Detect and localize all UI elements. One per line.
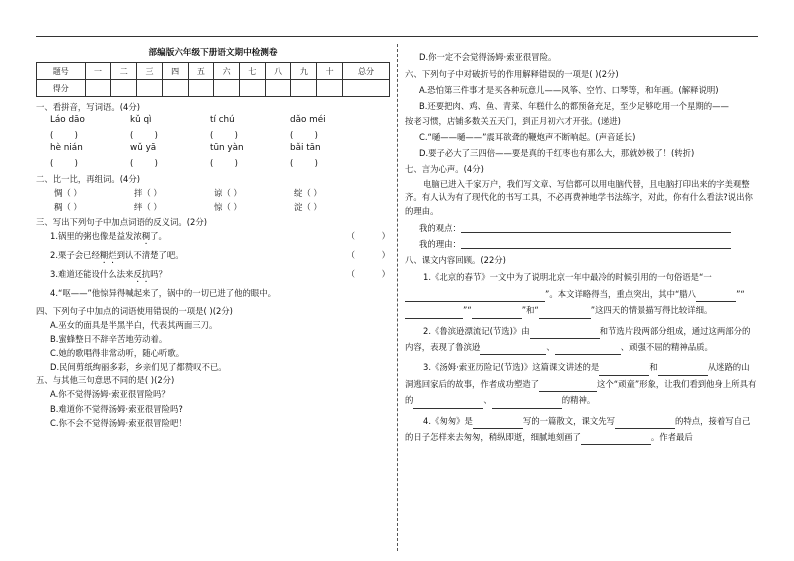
q5-options — [36, 389, 390, 427]
pinyin-row-2 — [36, 143, 390, 154]
q3-answer-paren[interactable]: （ ） — [346, 230, 390, 241]
q3-item-dot: 糊烂 — [99, 249, 117, 260]
score-table-header-row — [37, 63, 390, 80]
answer-blank[interactable]: ( ) — [210, 129, 238, 140]
q3-item-pre: 2.栗子会已经 — [50, 249, 100, 260]
q8-1-blank-6[interactable] — [539, 318, 591, 319]
compare-word: 拌（ ） — [134, 187, 162, 198]
score-row-label: 得分 — [37, 80, 86, 97]
compare-word: 绊（ ） — [134, 201, 162, 212]
compare-word: 谅（ ） — [214, 187, 242, 198]
pinyin-word: Láo dāo — [50, 115, 85, 126]
pinyin-word: dǎo méi — [290, 115, 326, 126]
answer-blank[interactable]: ( ) — [210, 157, 238, 168]
q7-reason-answer-line[interactable] — [461, 248, 731, 249]
compare-word: 稠（ ） — [54, 201, 82, 212]
q3-item — [36, 288, 390, 303]
q4-option: A.巫女的面具是半黑半白，代表其两面三刀。 — [50, 320, 218, 331]
q7-view-line — [405, 223, 757, 233]
score-header-cell: 七 — [240, 63, 266, 80]
q4-option: B.蜜蜂整日不辞辛苦地劳动着。 — [50, 334, 168, 345]
score-header-cell: 九 — [291, 63, 317, 80]
q8-2-text-a: 2.《鲁滨逊漂流记(节选)》由 — [423, 325, 530, 336]
q8-3-text-d: 路的山洞逃回家后的故事，作者成功塑造了 — [405, 362, 750, 389]
q8-4-blank-3[interactable] — [581, 444, 651, 445]
q3-item-post: 到认不清楚了吧。 — [116, 249, 184, 260]
q3-item-text — [50, 269, 167, 284]
score-header-cell: 十 — [317, 63, 343, 80]
q8-2-text-b: 和节选片段两部分组成，通过这两 — [599, 325, 726, 336]
q8-1-blank-5[interactable] — [472, 318, 522, 319]
q8-1-text-b: ”。本文详略得当，重点突出，其中“腊八 — [545, 288, 697, 299]
q8-3-text-f: 看到他身上所具有的 — [405, 378, 757, 406]
compare-row-1 — [36, 188, 390, 198]
pinyin-word: bǎi tān — [290, 143, 321, 154]
score-header-cell: 题号 — [37, 63, 86, 80]
q4-option: D.民间剪纸绚丽多彩，乡亲们见了都赞叹不已。 — [50, 362, 227, 373]
q4-options — [36, 320, 390, 372]
q8-2-text-d: 、 — [546, 342, 555, 352]
q7-view-answer-line[interactable] — [461, 232, 731, 233]
q8-3-text-e: 这个“顽童”形象，让我们 — [597, 378, 690, 389]
score-header-cell: 四 — [162, 63, 188, 80]
score-input-cell[interactable] — [343, 80, 390, 97]
compare-word: 惊（ ） — [214, 201, 242, 212]
q8-3-text-b: 和 — [649, 362, 658, 373]
q8-4-text-e: 。作者最后 — [650, 431, 693, 442]
q8-item-2 — [405, 323, 757, 356]
q3-item — [36, 231, 390, 246]
q8-1-blank-3[interactable] — [696, 301, 736, 302]
q3-item-pre: 1.锅里的粥也像是益发浓 — [50, 230, 142, 241]
q8-4-blank-2[interactable] — [615, 428, 675, 429]
q8-item-3 — [405, 359, 757, 408]
score-header-cell: 二 — [111, 63, 137, 80]
score-header-cell: 总分 — [343, 63, 390, 80]
blank-row-2 — [36, 158, 390, 168]
answer-blank[interactable]: ( ) — [130, 157, 158, 168]
score-input-cell[interactable] — [265, 80, 291, 97]
q8-3-text-g: 、 — [483, 395, 492, 406]
score-header-cell: 六 — [214, 63, 240, 80]
q4-heading: 四、下列句子中加点的词语使用错误的一项是( )(2分) — [36, 305, 233, 316]
q5-option: B.难道你不觉得汤姆·索亚很冒险吗? — [50, 403, 183, 414]
score-input-cell[interactable] — [85, 80, 111, 97]
q7-paragraph: 电脑已进入千家万户，我们写文章、写信都可以用电脑代替，且电脑打印出来的字美观整齐。有人认为有了现代化的书写工具，不必再费神地学书法练字，对此，你有什么看法?说出你的理由。 — [405, 178, 753, 217]
pinyin-word: wǔ yā — [130, 143, 157, 154]
q3-item-dot: 稠 — [141, 230, 151, 241]
q8-3-blank-2[interactable] — [658, 375, 708, 376]
score-input-cell[interactable] — [214, 80, 240, 97]
score-table-score-row — [37, 80, 390, 97]
q2-heading: 二、比一比，再组词。(4分) — [36, 173, 140, 184]
q8-1-text-d: ”“ — [463, 305, 472, 316]
q4-option: C.她的歌唱得非常动听，随心听歌。 — [50, 348, 185, 359]
score-input-cell[interactable] — [188, 80, 214, 97]
q8-2-blank-2[interactable] — [480, 354, 546, 355]
q8-1-text-c: ”“ — [736, 288, 745, 299]
q5-option: C.你不会不觉得汤姆·索亚很冒险吧！ — [50, 417, 187, 428]
q8-4-text-c: 的特点，接 — [675, 415, 717, 426]
q3-items — [36, 231, 390, 303]
q8-4-text-b: 写的一篇散文，课文先写 — [522, 415, 615, 426]
q8-item-1 — [405, 269, 757, 318]
q3-item-post: 异得喊起来了，锅中的一切已进了他的眼中。 — [108, 287, 277, 298]
q3-item-text — [50, 288, 276, 303]
q8-2-text-e: 、顽强不屈的精神品质。 — [620, 342, 713, 352]
q3-item-post: 了。 — [150, 230, 167, 241]
answer-blank[interactable]: ( ) — [50, 157, 78, 168]
compare-word: 绽（ ） — [294, 187, 322, 198]
answer-blank[interactable]: ( ) — [50, 129, 78, 140]
q1-heading: 一、看拼音，写词语。(4分) — [36, 102, 140, 113]
q3-item-pre: 3.难道还能设什么法来 — [50, 268, 134, 279]
q8-4-text-a: 4.《匆匆》是 — [423, 415, 473, 426]
q3-item-text — [50, 250, 184, 265]
q6-option-b: B.还要把肉、鸡、鱼、青菜、年糕什么的都预备充足，至少足够吃用一个星期的—— — [419, 101, 729, 112]
pinyin-row-1 — [36, 115, 390, 126]
blank-row-1 — [36, 130, 390, 140]
score-input-cell[interactable] — [240, 80, 266, 97]
q7-reason-line — [405, 239, 757, 249]
q8-3-blank-4[interactable] — [413, 408, 483, 409]
q7-reason-label: 我的理由： — [419, 239, 461, 250]
q8-3-text-a: 3.《汤姆·索亚历险记(节选)》这篇课文讲述的是 — [423, 362, 600, 373]
score-table — [36, 62, 390, 97]
answer-blank[interactable]: ( ) — [130, 129, 158, 140]
q6-heading: 六、下列句子中对破折号的作用解释错误的一项是( )(2分) — [405, 69, 619, 80]
column-divider — [397, 44, 398, 551]
q3-item-post: 吗？ — [150, 268, 167, 279]
q8-1-text-f: ”这四天的情景描写得比较详 — [590, 305, 696, 316]
q5-option-d: D.你一定不会觉得汤姆·索亚很冒险。 — [419, 52, 557, 62]
q6-option-b-cont: 按老习惯，店铺多数关五天门，到正月初六才开张。(递进) — [405, 116, 621, 127]
q6-option-c: C.“嗵——嗵——”震耳欲聋的鞭炮声不断响起。(声音延长) — [419, 132, 636, 143]
q8-1-text-a: 1.《北京的春节》一文中为了说明北京一年中最冷的时候引用的一句俗语是“一 — [423, 272, 712, 283]
q8-3-blank-5[interactable] — [492, 408, 562, 409]
q8-1-text-g: 细。 — [695, 305, 713, 316]
q7-view-label: 我的观点： — [419, 223, 461, 234]
score-header-cell: 五 — [188, 63, 214, 80]
pinyin-word: tí chú — [210, 115, 235, 126]
q5-option: A.你不觉得汤姆·索亚很冒险吗？ — [50, 389, 170, 400]
score-header-cell: 八 — [265, 63, 291, 80]
q8-heading: 八、课文内容回顾。(22分) — [405, 255, 506, 266]
score-input-cell[interactable] — [162, 80, 188, 97]
q8-3-text-h: 的精神。 — [561, 395, 596, 406]
q3-item — [36, 250, 390, 265]
q3-answer-paren[interactable]: （ ） — [346, 268, 390, 279]
score-input-cell[interactable] — [111, 80, 137, 97]
right-column — [405, 48, 757, 445]
q7-heading: 七、言为心声。(4分) — [405, 163, 484, 174]
q8-1-blank-2[interactable] — [483, 301, 545, 302]
q8-2-text-c: 部分的内容，表现了鲁滨逊 — [405, 325, 751, 352]
compare-word: 惆（ ） — [54, 187, 82, 198]
q3-item — [36, 269, 390, 284]
q8-item-4 — [405, 413, 757, 446]
q5-heading: 五、与其他三句意思不同的是( )(2分) — [36, 375, 175, 386]
q8-1-text-e: ”和“ — [521, 305, 539, 316]
q8-3-blank-3[interactable] — [539, 391, 597, 392]
left-column — [36, 48, 390, 428]
q3-item-dot: 反抗 — [133, 268, 151, 279]
score-input-cell[interactable] — [137, 80, 163, 97]
q3-answer-paren[interactable]: （ ） — [346, 249, 390, 260]
q8-4-text-d: 着写自己的日子怎样来去匆匆，稍纵即逝，细腻地刻画了 — [405, 415, 751, 442]
q6-option-d: D.要子必大了三四倍——要是真的千红枣也有那么大，那就妙极了！(转折) — [419, 148, 695, 159]
compare-word: 淀（ ） — [294, 201, 322, 212]
q3-item-pre: 4.“呕——”他惊 — [50, 287, 109, 298]
compare-row-2 — [36, 202, 390, 212]
q8-2-blank-1[interactable] — [530, 338, 600, 339]
q6-option-a: A.恐怕第三件事才是买各种玩意儿——风筝、空竹、口琴等，和年画。(解释说明) — [419, 85, 719, 96]
q8-3-text-c: 从迷 — [707, 362, 725, 373]
score-input-cell[interactable] — [291, 80, 317, 97]
q8-2-blank-3[interactable] — [555, 354, 621, 355]
q3-heading: 三、写出下列句子中加点词语的反义词。(2分) — [36, 216, 207, 227]
answer-blank[interactable]: ( ) — [290, 157, 318, 168]
pinyin-word: tūn yàn — [210, 143, 244, 154]
q3-item-text — [50, 231, 167, 246]
score-header-cell: 三 — [137, 63, 163, 80]
top-rule — [36, 36, 758, 37]
q8-3-blank-1[interactable] — [599, 375, 649, 376]
q8-1-blank-1[interactable] — [405, 301, 483, 302]
pinyin-word: hè nián — [50, 143, 83, 154]
q8-1-blank-4[interactable] — [405, 318, 463, 319]
pinyin-word: kǔ qì — [130, 115, 152, 126]
exam-title: 部编版六年级下册语文期中检测卷 — [148, 48, 278, 58]
q8-4-blank-1[interactable] — [473, 428, 523, 429]
score-input-cell[interactable] — [317, 80, 343, 97]
answer-blank[interactable]: ( ) — [290, 129, 318, 140]
score-header-cell: 一 — [85, 63, 111, 80]
